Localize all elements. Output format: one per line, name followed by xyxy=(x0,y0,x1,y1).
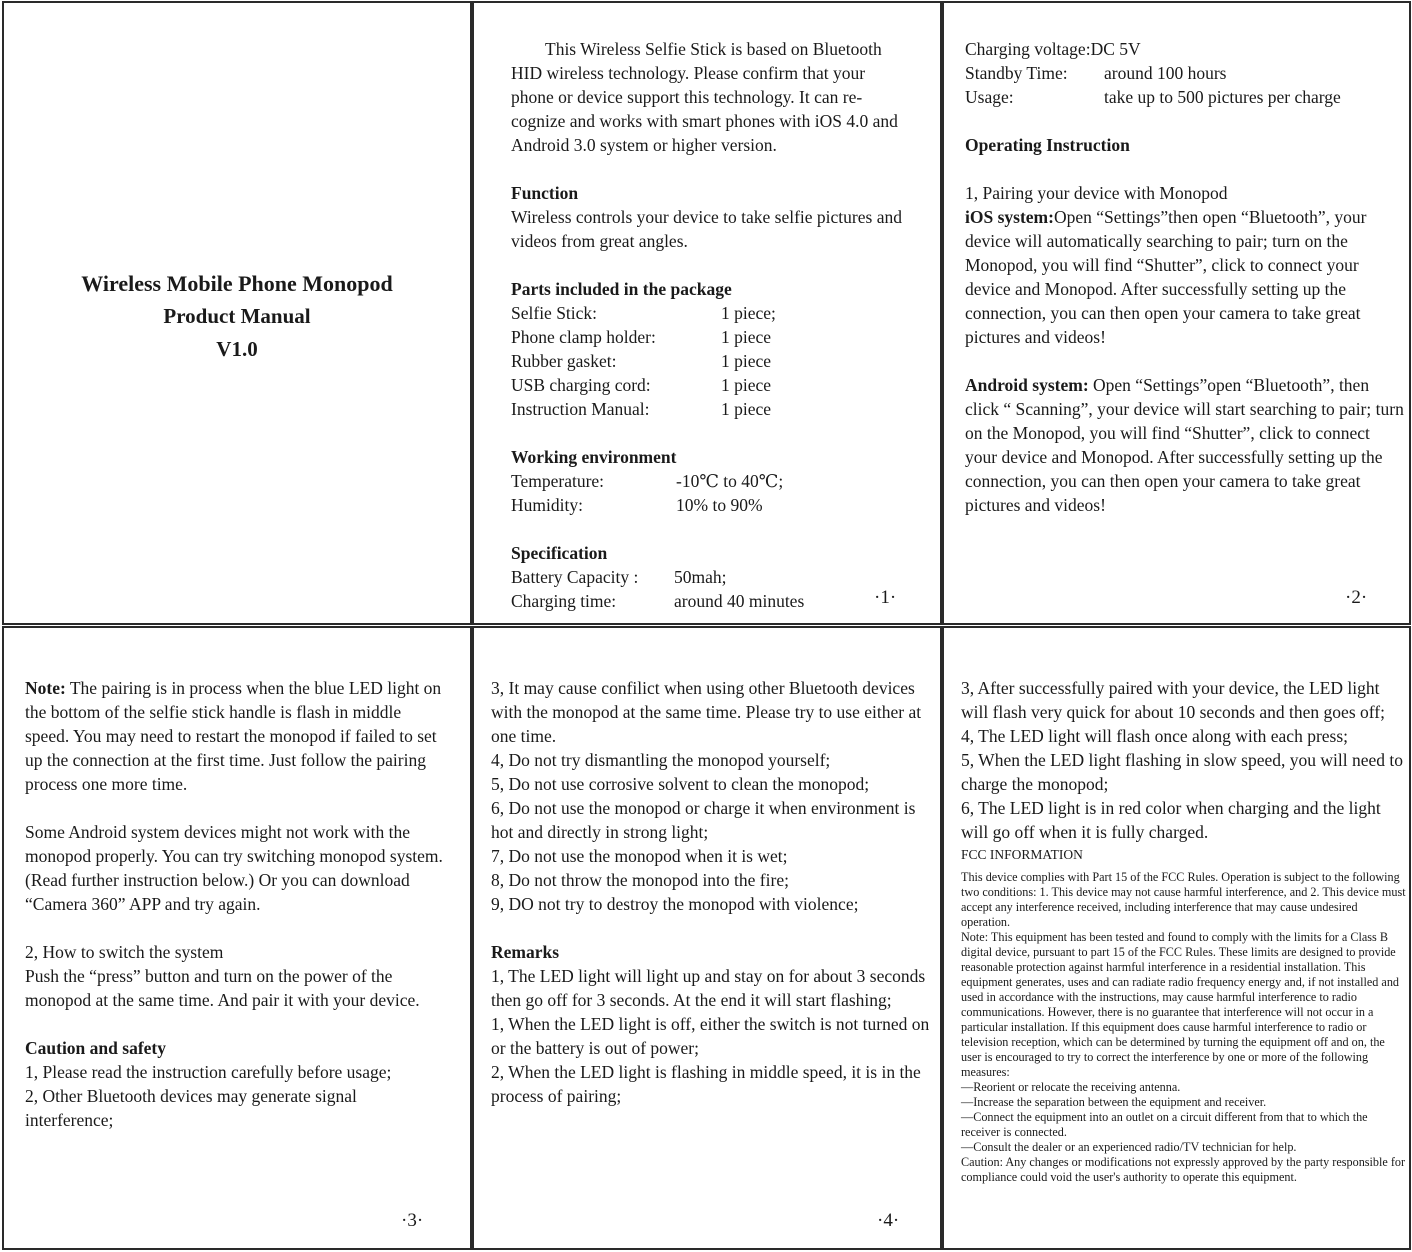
spec-value: 50mah; xyxy=(674,567,727,587)
remarks-item: 6, The LED light is in red color when charging and the light will go off when it is fully charged. xyxy=(961,798,1381,842)
caution-item: 7, Do not use the monopod when it is wet; xyxy=(491,846,788,866)
page-5-panel xyxy=(942,626,1411,1250)
env-name: Humidity: xyxy=(511,495,583,515)
fcc-line: This device complies with Part 15 of the FCC Rules. Operation is subject to the following two conditions: 1. This device may not cause harmful interference, and 2. This device must accept any interference received, including interference that may cause undesired operation. xyxy=(961,870,1406,929)
remarks-heading: Remarks xyxy=(491,942,560,962)
remarks-item: 5, When the LED light flashing in slow speed, you will need to charge the monopod; xyxy=(961,750,1403,794)
page-4-content xyxy=(491,676,936,1108)
parts-row xyxy=(511,325,911,349)
page-1-content xyxy=(511,37,911,613)
manual-version: V1.0 xyxy=(216,337,258,361)
spec-continued-list xyxy=(965,37,1405,109)
switch-text: Push the “press” button and turn on the power of the monopod at the same time. And pair it with your device. xyxy=(25,966,420,1010)
caution-item: 5, Do not use corrosive solvent to clean the monopod; xyxy=(491,774,870,794)
spec-name: Charging time: xyxy=(511,591,617,611)
fcc-line: —Reorient or relocate the receiving antenna. xyxy=(961,1080,1181,1094)
ios-text: Open “Settings”then open “Bluetooth”, your device will automatically searching to pair; turn on the Monopod, you will find “Shutter”, click to connect your device and Monopod. After successfully setting up the connection, you can then open your camera to take great pictures and videos! xyxy=(965,207,1367,347)
spec-name: Standby Time: xyxy=(965,63,1068,83)
fcc-line: Note: This equipment has been tested and found to comply with the limits for a Class B digital device, pursuant to part 15 of the FCC Rules. These limits are designed to provide reasonable protection against harmful interference in a residential installation. This equipment generates, uses and can radiate radio frequency energy and, if not installed and used in accordance with the instructions, may cause harmful interference to radio communications. However, there is no guarantee that interference will not occur in a particular installation. If this equipment does cause harmful interference to radio or television reception, which can be determined by turning the equipment off and on, the user is encouraged to try to correct the interference by one or more of the following measures: xyxy=(961,930,1400,1079)
part-name: Rubber gasket: xyxy=(511,351,617,371)
caution-item: 1, Please read the instruction carefully before usage; xyxy=(25,1062,392,1082)
caution-item: 2, Other Bluetooth devices may generate signal interference; xyxy=(25,1086,357,1130)
page-1-panel xyxy=(472,1,942,625)
spec-value: take up to 500 pictures per charge xyxy=(1104,87,1341,107)
page-3-content xyxy=(25,676,445,1132)
part-name: Instruction Manual: xyxy=(511,399,650,419)
fcc-line: Caution: Any changes or modifications not expressly approved by the party responsible for compliance could void the user's authority to operate this equipment. xyxy=(961,1155,1406,1184)
remarks-item: 1, When the LED light is off, either the switch is not turned on or the battery is out of power; xyxy=(491,1014,930,1058)
spec-value: around 100 hours xyxy=(1104,63,1227,83)
cover-panel xyxy=(2,1,472,625)
spec-name: Usage: xyxy=(965,87,1014,107)
env-row xyxy=(511,469,911,493)
page-2-content xyxy=(965,37,1405,517)
part-qty: 1 piece xyxy=(721,327,772,347)
spec-value: around 40 minutes xyxy=(674,591,805,611)
note-label: Note: xyxy=(25,678,66,698)
parts-heading: Parts included in the package xyxy=(511,279,732,299)
env-value: -10℃ to 40℃; xyxy=(676,471,784,491)
function-text: Wireless controls your device to take selfie pictures and videos from great angles. xyxy=(511,207,902,251)
android-label: Android system: xyxy=(965,375,1089,395)
specification-list xyxy=(511,565,911,613)
spec-value: DC 5V xyxy=(1090,39,1141,59)
env-row xyxy=(511,493,911,517)
parts-list xyxy=(511,301,911,421)
spec-name: Charging voltage: xyxy=(965,39,1091,59)
android-paragraph xyxy=(965,373,1405,517)
ios-label: iOS system: xyxy=(965,207,1054,227)
environment-list xyxy=(511,469,911,517)
remarks-item: 1, The LED light will light up and stay on for about 3 seconds then go off for 3 seconds. At the end it will start flashing; xyxy=(491,966,926,1010)
caution-item: 6, Do not use the monopod or charge it when environment is hot and directly in strong light; xyxy=(491,798,916,842)
spec-name: Battery Capacity : xyxy=(511,567,639,587)
android-note-paragraph: Some Android system devices might not work with the monopod properly. You can try switching monopod system. (Read further instruction below.) Or you can download “Camera 360” APP and try again. xyxy=(25,822,443,914)
caution-item: 8, Do not throw the monopod into the fire; xyxy=(491,870,789,890)
part-qty: 1 piece xyxy=(721,375,772,395)
fcc-line: —Connect the equipment into an outlet on a circuit different from that to which the receiver is connected. xyxy=(961,1110,1368,1139)
page-5-content xyxy=(961,676,1406,1185)
android-text: Open “Settings”open “Bluetooth”, then click “ Scanning”, your device will start searching to pair; turn on the Monopod, you will find “Shutter”, click to connect your device and Monopod. After successfully setting up the connection, you can then open your camera to take great pictures and videos! xyxy=(965,375,1404,515)
remarks-item: 2, When the LED light is flashing in middle speed, it is in the process of pairing; xyxy=(491,1062,921,1106)
remarks-item: 3, After successfully paired with your device, the LED light will flash very quick for about 10 seconds and then goes off; xyxy=(961,678,1385,722)
operating-heading: Operating Instruction xyxy=(965,135,1130,155)
caution-item: 3, It may cause confilict when using other Bluetooth devices with the monopod at the same time. Please try to use either at one time. xyxy=(491,678,922,746)
page-4-panel xyxy=(472,626,942,1250)
part-qty: 1 piece xyxy=(721,351,772,371)
page-3-panel xyxy=(2,626,472,1250)
fcc-statement xyxy=(961,870,1406,1185)
caution-heading: Caution and safety xyxy=(25,1038,166,1058)
page-number: ·3· xyxy=(401,1210,424,1231)
ios-paragraph xyxy=(965,205,1405,349)
caution-item: 4, Do not try dismantling the monopod yourself; xyxy=(491,750,831,770)
spec-row xyxy=(965,85,1405,109)
note-text: The pairing is in process when the blue LED light on the bottom of the selfie stick handle is flash in middle speed. You may need to restart the monopod if failed to set up the connection at the first time. Just follow the pairing process one more time. xyxy=(25,678,442,794)
part-qty: 1 piece xyxy=(721,399,772,419)
spec-row xyxy=(965,37,1405,61)
manual-title: Wireless Mobile Phone Monopod xyxy=(81,271,393,296)
env-name: Temperature: xyxy=(511,471,605,491)
cover-title-block xyxy=(4,267,470,366)
spec-row xyxy=(511,565,911,589)
note-paragraph xyxy=(25,676,445,796)
parts-row xyxy=(511,301,911,325)
spec-row xyxy=(965,61,1405,85)
part-name: USB charging cord: xyxy=(511,375,651,395)
environment-heading: Working environment xyxy=(511,447,677,467)
parts-row xyxy=(511,349,911,373)
switch-title: 2, How to switch the system xyxy=(25,942,224,962)
parts-row xyxy=(511,373,911,397)
fcc-line: —Increase the separation between the equipment and receiver. xyxy=(961,1095,1267,1109)
part-name: Phone clamp holder: xyxy=(511,327,656,347)
specification-heading: Specification xyxy=(511,543,608,563)
intro-paragraph: This Wireless Selfie Stick is based on Bluetooth HID wireless technology. Please confirm that your phone or device support this technology. It can re-cognize and works with smart phones with iOS 4.0 and Android 3.0 system or higher version. xyxy=(511,39,898,155)
fcc-line: —Consult the dealer or an experienced radio/TV technician for help. xyxy=(961,1140,1297,1154)
page-number: ·2· xyxy=(1345,587,1368,608)
caution-item: 9, DO not try to destroy the monopod with violence; xyxy=(491,894,859,914)
fcc-heading: FCC INFORMATION xyxy=(961,847,1083,862)
page-2-panel xyxy=(942,1,1411,625)
env-value: 10% to 90% xyxy=(676,495,763,515)
page-number: ·1· xyxy=(874,587,897,608)
part-qty: 1 piece; xyxy=(721,303,776,323)
parts-row xyxy=(511,397,911,421)
manual-subtitle: Product Manual xyxy=(163,304,311,328)
spec-row xyxy=(511,589,911,613)
pairing-title: 1, Pairing your device with Monopod xyxy=(965,183,1228,203)
function-heading: Function xyxy=(511,183,579,203)
remarks-item: 4, The LED light will flash once along with each press; xyxy=(961,726,1349,746)
page-number: ·4· xyxy=(877,1210,900,1231)
part-name: Selfie Stick: xyxy=(511,303,598,323)
